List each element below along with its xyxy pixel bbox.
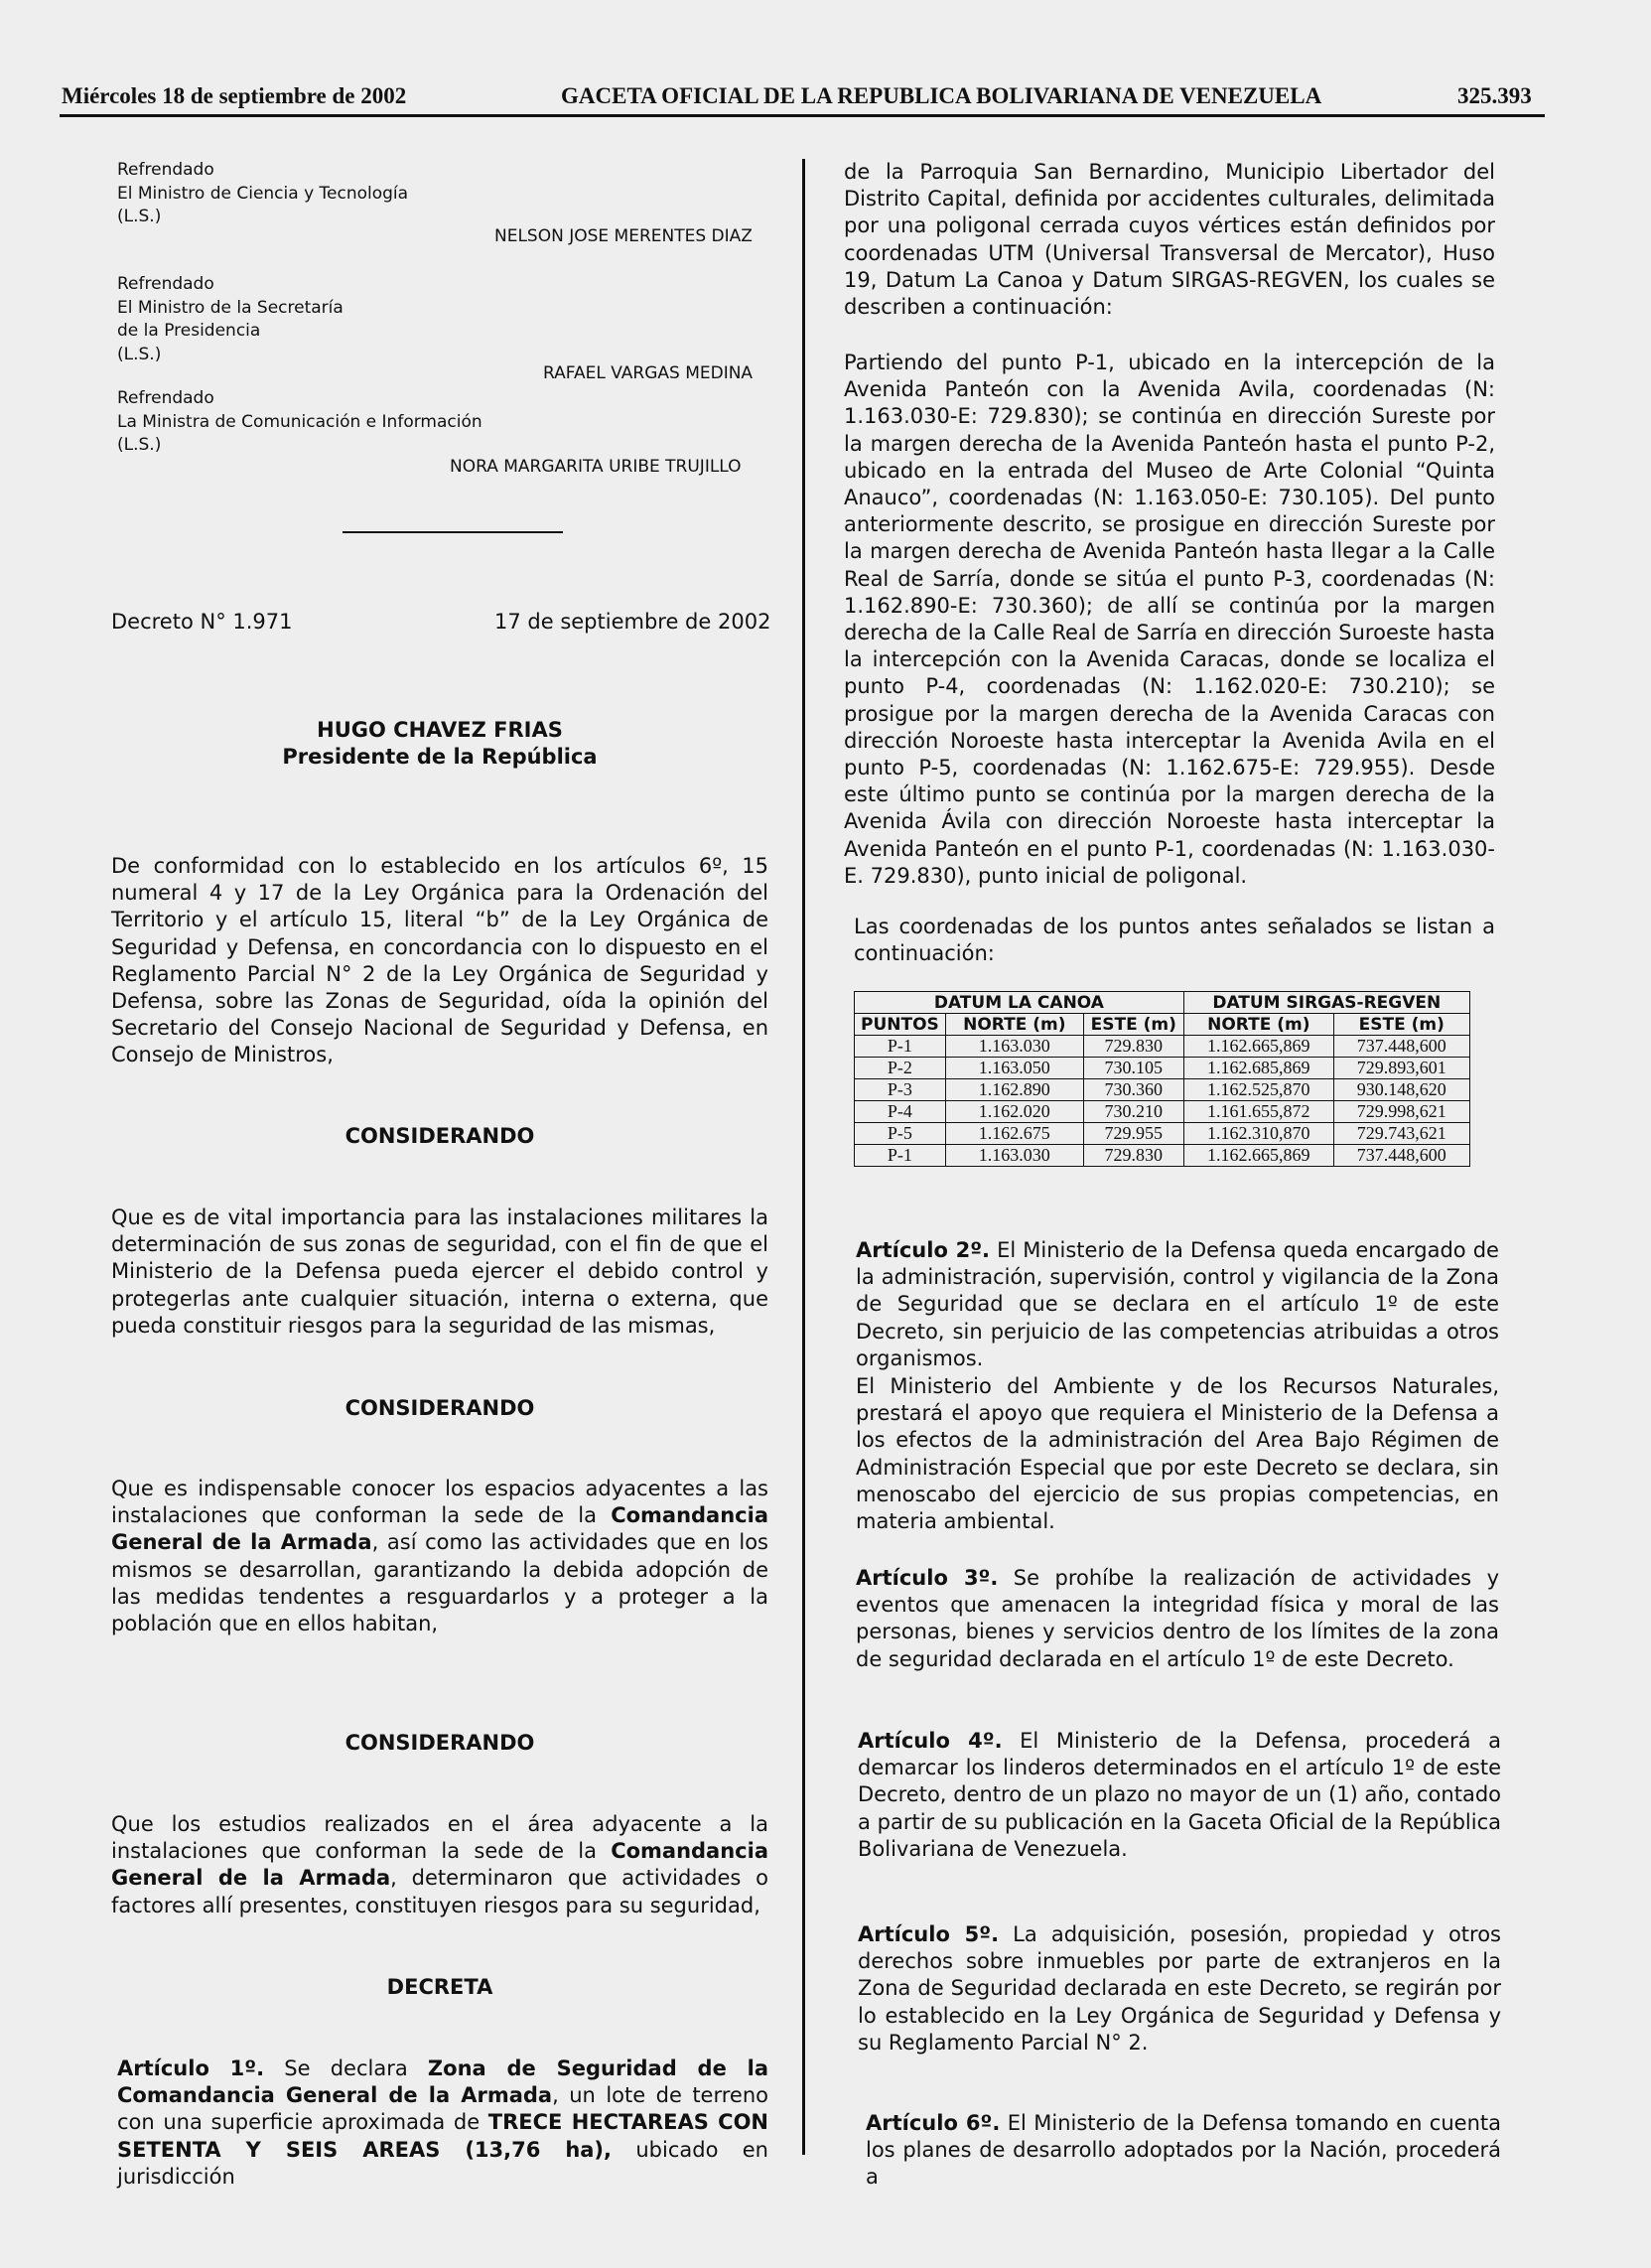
- table-row: P-2 1.163.050 730.105 1.162.685,869 729.893,601: [855, 1058, 1470, 1079]
- table-row: P-3 1.162.890 730.360 1.162.525,870 930.148,620: [855, 1079, 1470, 1101]
- decreta-heading: DECRETA: [386, 1975, 493, 1999]
- col-norte-canoa: NORTE (m): [945, 1014, 1083, 1036]
- considerando-heading-3: CONSIDERANDO: [344, 1731, 535, 1755]
- section-divider: [343, 531, 563, 533]
- col-este-canoa: ESTE (m): [1083, 1014, 1183, 1036]
- header-page-number: 325.393: [1457, 83, 1532, 108]
- table-row: P-4 1.162.020 730.210 1.161.655,872 729.998,621: [855, 1101, 1470, 1123]
- table-row: P-1 1.163.030 729.830 1.162.665,869 737.448,600: [855, 1036, 1470, 1058]
- considerando-heading-2: CONSIDERANDO: [344, 1396, 535, 1420]
- decree-number: Decreto N° 1.971: [111, 610, 293, 634]
- article-3: Artículo 3º. Se prohíbe la realización de actividades y eventos que amenacen la integridad física y moral de las personas, bienes y servicios dentro de los límites de la zona de seguridad declarada en el artículo 1º de este Decreto.: [856, 1566, 1499, 1671]
- president-title: Presidente de la República: [282, 745, 598, 769]
- considerando-2: Que es indispensable conocer los espacios adyacentes a las instalaciones que conforman la sede de la Comandancia General de la Armada, así como las actividades que en los mismos se desarrollan, garantizando la debida adopción de las medidas tendentes a resguardarlos y a proteger a la población que en ellos habitan,: [111, 1477, 768, 1636]
- article-6: Artículo 6º. El Ministerio de la Defensa tomando en cuenta los planes de desarrollo adoptados por la Nación, procederá a: [866, 2111, 1501, 2190]
- table-group-header: [855, 992, 1470, 1014]
- col-norte-sirgas: NORTE (m): [1183, 1014, 1333, 1036]
- considerando-heading-1: CONSIDERANDO: [344, 1124, 535, 1148]
- decree-date: 17 de septiembre de 2002: [494, 610, 771, 634]
- header-date: Miércoles 18 de septiembre de 2002: [62, 83, 407, 108]
- col-este-sirgas: ESTE (m): [1333, 1014, 1469, 1036]
- col-puntos: PUNTOS: [855, 1014, 946, 1036]
- group-sirgas-regven: DATUM SIRGAS-REGVEN: [1183, 992, 1469, 1014]
- president-block: [111, 717, 768, 771]
- signatory-1: NELSON JOSE MERENTES DIAZ: [494, 226, 753, 246]
- coordinates-intro: Las coordenadas de los puntos antes señalados se listan a continuación:: [854, 915, 1495, 966]
- refrendo-3: Refrendado La Ministra de Comunicación e Información (L.S.): [117, 388, 482, 455]
- preamble: De conformidad con lo establecido en los artículos 6º, 15 numeral 4 y 17 de la Ley Orgánica para la Ordenación del Territorio y el artículo 15, literal “b” de la Ley Orgánica de Seguridad y Defensa, en concordancia con lo dispuesto en el Reglamento Parcial N° 2 de la Ley Orgánica de Seguridad y Defensa, sobre las Zonas de Seguridad, oída la opinión del Secretario del Consejo Nacional de Seguridad y Defensa, en Consejo de Ministros,: [111, 854, 768, 1067]
- president-name: HUGO CHAVEZ FRIAS: [317, 718, 563, 742]
- signatory-3: NORA MARGARITA URIBE TRUJILLO: [450, 457, 742, 477]
- table-header-row: [855, 1014, 1470, 1036]
- article-1: Artículo 1º. Se declara Zona de Seguridad de la Comandancia General de la Armada, un lote de terreno con una superficie aproximada de TRECE HECTAREAS CON SETENTA Y SEIS AREAS (13,76 ha), ubicado en jurisdicción: [117, 2056, 769, 2189]
- column-divider: [802, 159, 805, 2155]
- page-header: [60, 83, 1541, 117]
- article-2: Artículo 2º. El Ministerio de la Defensa queda encargado de la administración, supervisión, control y vigilancia de la Zona de Seguridad que se declara en el artículo 1º de este Decreto, sin perjuicio de las competencias atribuidas a otros organismos.: [856, 1238, 1499, 1370]
- header-title: GACETA OFICIAL DE LA REPUBLICA BOLIVARIANA DE VENEZUELA: [561, 83, 1322, 108]
- article-2-paragraph-2: El Ministerio del Ambiente y de los Recursos Naturales, prestará el apoyo que requiera el Ministerio de la Defensa a los efectos de la administración del Area Bajo Régimen de Administración Especial que por este Decreto se declara, sin menoscabo del ejercicio de sus propias competencias, en materia ambiental.: [856, 1374, 1499, 1534]
- considerando-3: Que los estudios realizados en el área adyacente a la instalaciones que conforman la sede de la Comandancia General de la Armada, determinaron que actividades o factores allí presentes, constituyen riesgos para su seguridad,: [111, 1812, 768, 1917]
- article-5: Artículo 5º. La adquisición, posesión, propiedad y otros derechos sobre inmuebles por parte de extranjeros en la Zona de Seguridad declarada en este Decreto, se regirán por lo establecido en la Ley Orgánica de Seguridad y Defensa y su Reglamento Parcial N° 2.: [858, 1922, 1501, 2055]
- refrendo-2: Refrendado El Ministro de la Secretaría de la Presidencia (L.S.): [117, 274, 344, 364]
- coordinates-table: [854, 991, 1470, 1167]
- considerando-1: Que es de vital importancia para las instalaciones militares la determinación de sus zonas de seguridad, con el fin de que el Ministerio de la Defensa pueda ejercer el debido control y protegerlas ante cualquier situación, interna o externa, que pueda constituir riesgos para la seguridad de las mismas,: [111, 1205, 768, 1338]
- group-la-canoa: DATUM LA CANOA: [855, 992, 1184, 1014]
- polygon-route: Partiendo del punto P-1, ubicado en la intercepción de la Avenida Panteón con la Avenida Avila, coordenadas (N: 1.163.030-E: 729.830); se continúa en dirección Sureste por la margen derecha de la Avenida Panteón hasta el punto P-2, ubicado en la entrada del Museo de Arte Colonial “Quinta Anauco”, coordenadas (N: 1.163.050-E: 730.105). Del punto anteriormente descrito, se prosigue en dirección Sureste por la margen derecha de Avenida Panteón hasta llegar a la Calle Real de Sarría, donde se sitúa el punto P-3, coordenadas (N: 1.162.890-E: 730.360); de allí se continúa por la margen derecha de la Calle Real de Sarría en dirección Suroeste hasta la intercepción con la Avenida Caracas, donde se localiza el punto P-4, coordenadas (N: 1.162.020-E: 730.210); se prosigue por la margen derecha de la Avenida Caracas con dirección Noroeste hasta interceptar la Avenida Avila en el punto P-5, coordenadas (N: 1.162.675-E: 729.955). Desde este último punto se continúa por la margen derecha de la Avenida Ávila con dirección Noroeste hasta interceptar la Avenida Panteón en el punto P-1, coordenadas (N: 1.163.030-E. 729.830), punto inicial de poligonal.: [844, 351, 1495, 888]
- article-4: Artículo 4º. El Ministerio de la Defensa, procederá a demarcar los linderos determinados en el artículo 1º de este Decreto, dentro de un plazo no mayor de un (1) año, contado a partir de su publicación en la Gaceta Oficial de la República Bolivariana de Venezuela.: [858, 1729, 1501, 1861]
- table-row: P-5 1.162.675 729.955 1.162.310,870 729.743,621: [855, 1123, 1470, 1145]
- table-row: P-1 1.163.030 729.830 1.162.665,869 737.448,600: [855, 1145, 1470, 1167]
- signatory-2: RAFAEL VARGAS MEDINA: [543, 363, 754, 383]
- refrendo-1: Refrendado El Ministro de Ciencia y Tecnología (L.S.): [117, 160, 409, 226]
- header-rule: [60, 114, 1545, 117]
- article-1-continuation: de la Parroquia San Bernardino, Municipio Libertador del Distrito Capital, definida por accidentes culturales, delimitada por una poligonal cerrada cuyos vértices están definidos por coordenadas UTM (Universal Transversal de Mercator), Huso 19, Datum La Canoa y Datum SIRGAS-REGVEN, los cuales se describen a continuación:: [844, 160, 1495, 320]
